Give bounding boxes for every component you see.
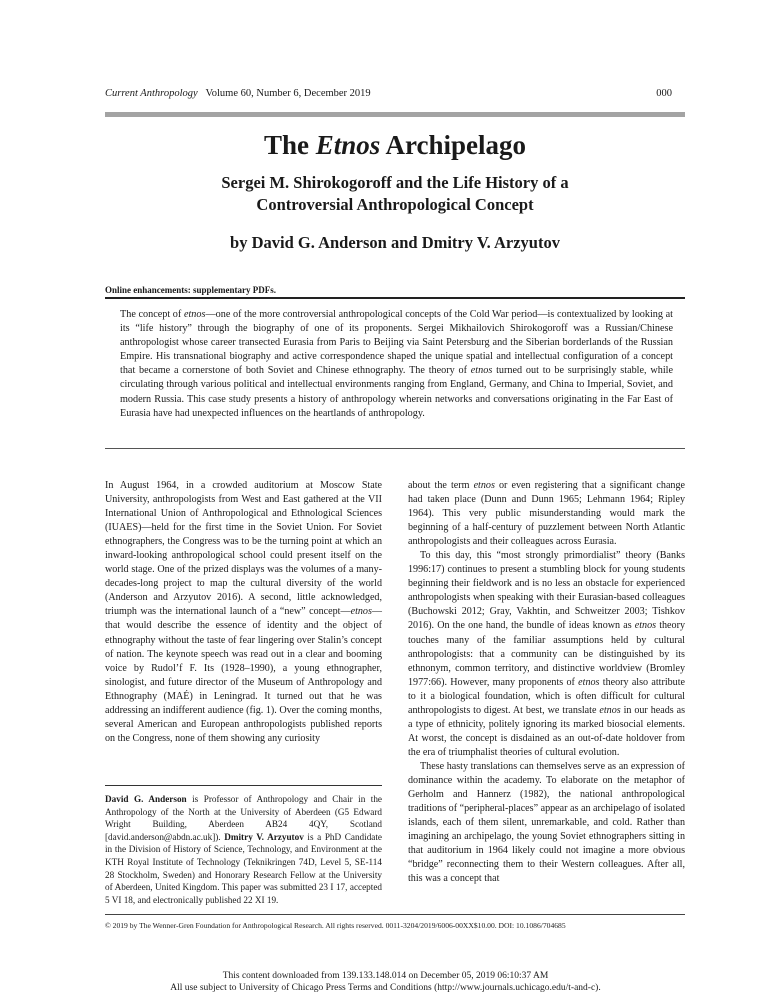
author-name: David G. Anderson (105, 794, 187, 804)
body-italic: etnos (350, 606, 372, 618)
body-paragraph (408, 549, 685, 760)
abstract-text: turned out to be surprisingly stable, while circulating through various political and intellectual environments ranging from England, Germany, and China to Imperial, Soviet, and modern Russia. This case study presents a history of anthropology wherein networks and conversations originating in the Far East of Eurasia have had unexpected influences on the heartlands of anthropology. (120, 365, 673, 419)
author-byline: by David G. Anderson and Dmitry V. Arzyutov (230, 233, 560, 252)
body-text: In August 1964, in a crowded auditorium at Moscow State University, anthropologists from West and East gathered at the VII International Union of Anthropological and Ethnological Sciences (IUAES)—held for the first time in the Soviet Union. For Soviet ethnographers, the Congress was to be the turning point at which an inward-looking anthropological school could present itself on the world stage. One of the prized displays was the volumes of a many-decades-long project to map the cultural diversity of the world (Anderson and Arzyutov 2016). A second, little acknowledged, triumph was the international launch of a “new” concept— (105, 480, 382, 618)
body-italic: etnos (634, 620, 657, 632)
online-enhancements-link[interactable]: Online enhancements: supplementary PDFs. (105, 285, 276, 295)
body-text: in our heads as a type of ethnicity, politely ignoring its marked biosocial elements. At worst, the concept is disdained as an out-of-date holdover from the era of triumphalist theories of cultural evolution. (408, 704, 685, 758)
body-text: theory also attribute to it a biological foundation, which is often difficult for cultural anthropologists to digest. At best, we translate (408, 676, 686, 716)
abstract (120, 308, 673, 421)
body-italic: etnos (578, 676, 600, 688)
body-text: To this day, this “most strongly primordialist” theory (Banks 1996:17) continues to present a stumbling block for young students beginning their fieldwork and is no less an obstacle for experienced anthropologists when speaking with their Eurasian-based colleagues (Buchowski 2012; Gray, Vakhtin, and Schweitzer 2003; Tishkov 2016). On the one hand, the bundle of ideas known as (408, 550, 685, 632)
download-notice (0, 970, 771, 994)
running-head (105, 88, 672, 99)
body-italic: etnos (599, 704, 621, 716)
body-text: or even registering that a significant change had taken place (Dunn and Dunn 1965; Lehmann 1964; Ripley 1964). This very public misunderstanding would mark the beginning of a half-century of puzzlement between North Atlantic anthropologists and their colleagues across Eurasia. (408, 480, 685, 548)
abstract-bottom-rule (105, 448, 685, 449)
journal-info (105, 88, 371, 99)
title-italic: Etnos (315, 130, 381, 160)
body-paragraph (105, 479, 382, 746)
body-text: theory touches many of the familiar assumptions held by cultural anthropologists: that a community can be distinguished by its ethnonym, common territory, and distinctive worldview (Bromley 1977:66). However, many proponents of (408, 620, 685, 688)
article-subtitle (105, 172, 685, 216)
abstract-italic: etnos (183, 309, 206, 320)
author-name: Dmitry V. Arzyutov (224, 831, 304, 842)
abstract-text: —one of the more controversial anthropological concepts of the Cold War period—is contextualized by looking at its “life history” through the biography of one of its proponents. Sergei Mikhailovich Shirokogoroff was a Russian/Chinese anthropologist whose career transected Eurasia from Paris to Beijing via Saint Petersburg and the Siberian borderlands of the Russian Empire. His transnational biography and active correspondence shaped the unique spatial and intellectual configuration of a concept that became a cornerstone of both Soviet and Chinese ethnography. The theory of (120, 309, 673, 377)
bio-text: is Professor of Anthropology and Chair in the Anthropology of the North at the University of Aberdeen (G5 Edward Wright Building, Aberdeen AB24 4QY, Scotland [david.anderson@abdn.ac.uk]). (105, 794, 382, 842)
title-part: Archipelago (380, 130, 527, 160)
abstract-text: The concept of (120, 309, 184, 320)
abstract-italic: etnos (470, 365, 493, 377)
author-bio (105, 793, 382, 906)
body-paragraph (408, 479, 685, 549)
body-italic: etnos (473, 480, 495, 491)
body-column-right (408, 479, 685, 886)
body-text: about the term (408, 480, 474, 491)
subtitle-line-1: Sergei M. Shirokogoroff and the Life History of a (221, 173, 569, 192)
body-text: —that would describe the essence of identity and the object of ethnography without the taste of fear lingering over Stalin’s concept of nation. The keynote speech was read out in a clear and booming voice by Rudol’f F. Its (1928–1990), a young ethnographer, sinologist, and future director of the Museum of Anthropology and Ethnography (MAÉ) in Leningrad. It turned out that he was addressing an indifferent audience (fig. 1). Over the coming months, several American and European anthropologists published reports on the Congress, none of them showing any curiosity (105, 606, 382, 744)
body-column-left (105, 479, 382, 746)
volume-info: Volume 60, Number 6, December 2019 (205, 88, 371, 99)
bio-rule (105, 785, 382, 786)
body-paragraph: These hasty translations can themselves serve as an expression of dominance within the academy. To elaborate on the metaphor of Gerholm and Hannerz (1982), the national anthropological traditions of “peripheral-places” appear as an archipelago of isolated islands, each of them silent, unremarkable, and cold. Rather than imagining an archipelago, the young Soviet ethnographers sitting in that auditorium in 1964 likely could not imagine a more obvious “bridge” reconnecting them to their Western colleagues. After all, this was a concept that (408, 760, 685, 885)
copyright-notice: © 2019 by The Wenner-Gren Foundation for Anthropological Research. All rights reserved. 0011-3204/2019/6006-00XX$10.00. DOI: 10.1086/704685 (105, 921, 566, 930)
download-line: This content downloaded from 139.133.148.014 on December 05, 2019 06:10:37 AM (222, 971, 549, 981)
header-rule (105, 112, 685, 117)
subtitle-line-2: Controversial Anthropological Concept (256, 195, 534, 214)
title-part: The (263, 130, 316, 160)
footer-rule (105, 914, 685, 915)
terms-link[interactable]: All use subject to University of Chicago Press Terms and Conditions (http://www.journals.uchicago.edu/t-and-c). (170, 983, 601, 993)
abstract-top-rule (105, 297, 685, 299)
article-title (105, 130, 685, 161)
bio-text: is a PhD Candidate in the Division of History of Science, Technology, and Environment at the KTH Royal Institute of Technology (Teknikringen 74D, Level 5, SE-114 28 Stockholm, Sweden) and Honorary Research Fellow at the University of Aberdeen, United Kingdom. This paper was submitted 23 I 17, accepted 5 VI 18, and electronically published 22 XI 19. (105, 831, 383, 905)
page-number: 000 (656, 88, 672, 99)
journal-name: Current Anthropology (105, 88, 198, 99)
